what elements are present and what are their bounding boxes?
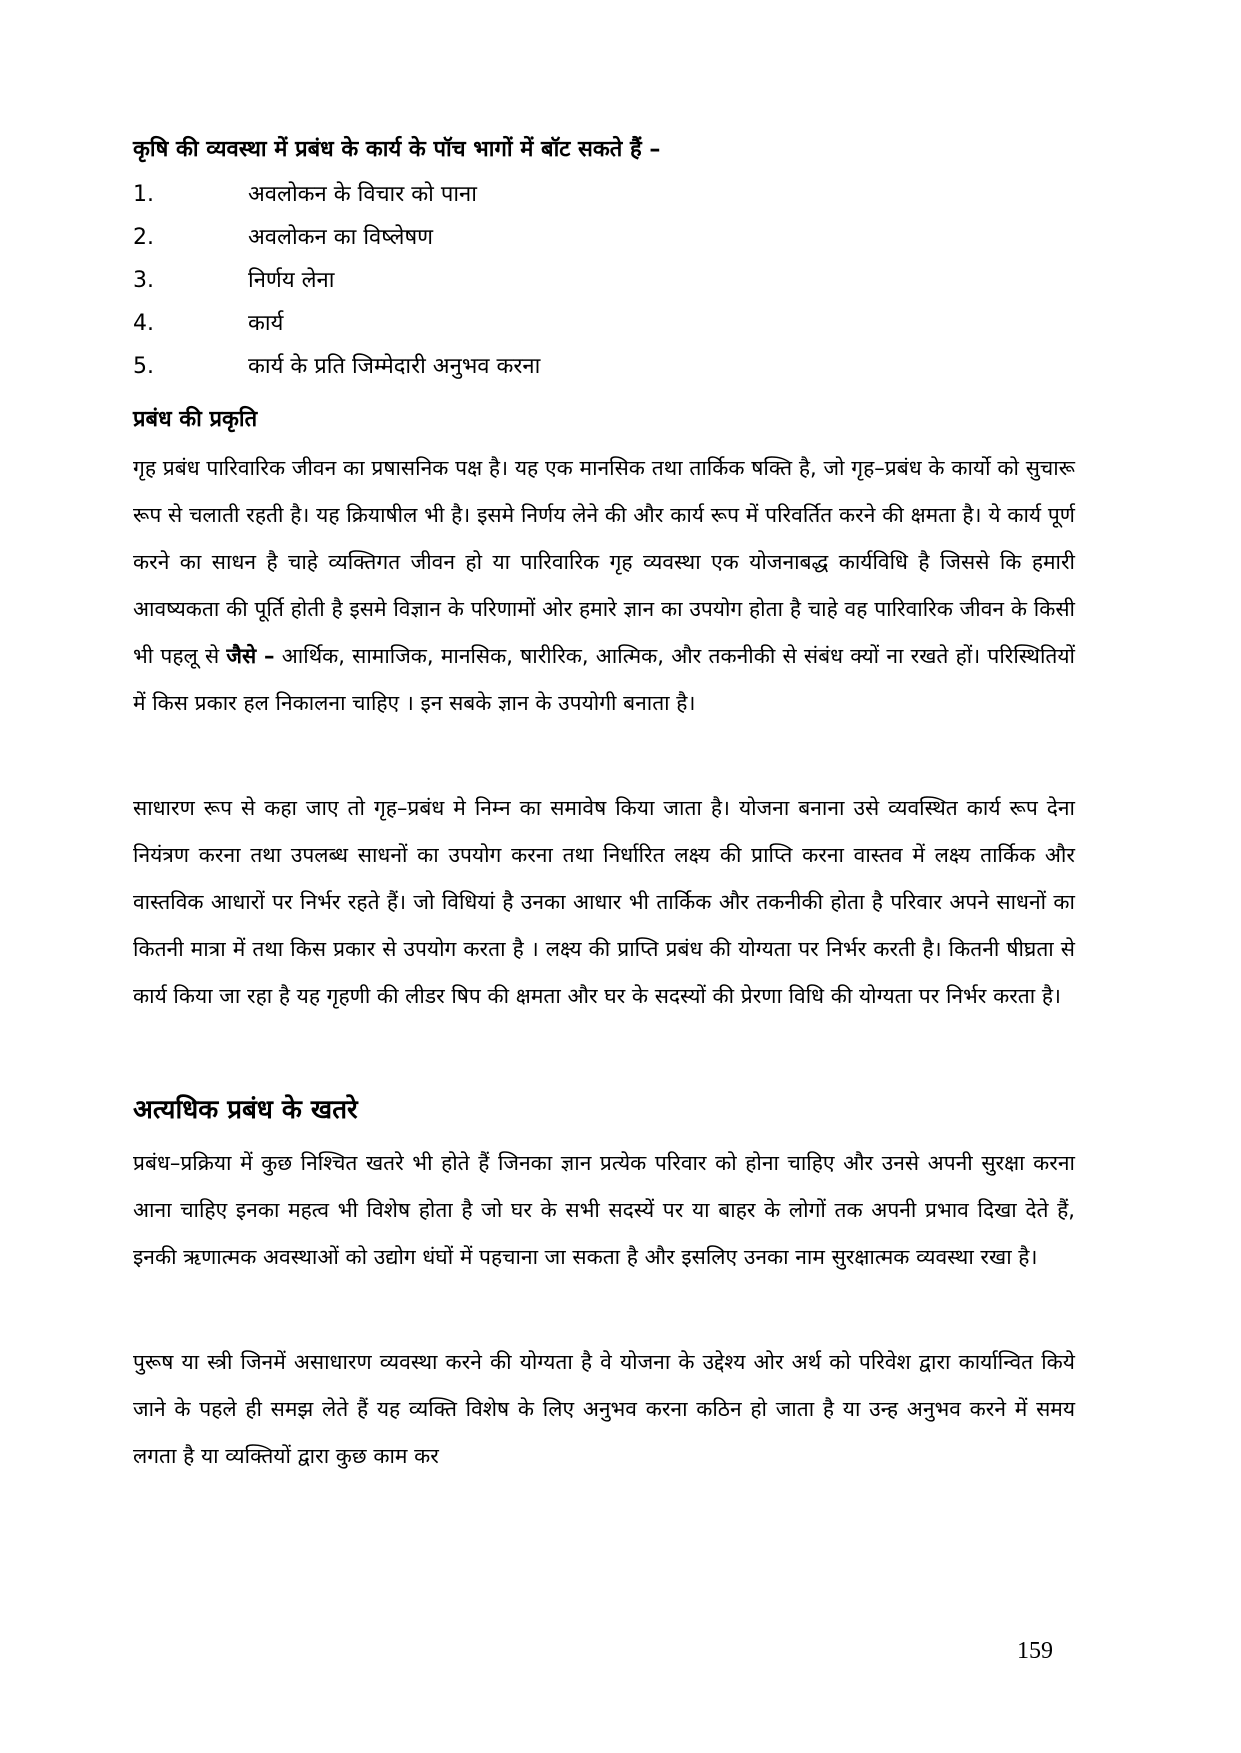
list-item-number: 3. <box>133 268 154 293</box>
paragraph: साधारण रूप से कहा जाए तो गृह–प्रबंध मे निम्न का समावेष किया जाता है। योजना बनाना उसे व्यवस्थित कार्य रूप देना नियंत्रण करना तथा उपलब्ध साधनों का उपयोग करना तथा निर्धारित लक्ष्य की प्राप्ति करना वास्तव में लक्ष्य तार्किक और वास्तविक आधारों पर निर्भर रहते हैं। जो विधियां है उनका आधार भी तार्किक और तकनीकी होता है परिवार अपने साधनों का कितनी मात्रा में तथा किस प्रकार से उपयोग करता है । लक्ष्य की प्राप्ति प्रबंध की योग्यता पर निर्भर करती है। कितनी षीघ्रता से कार्य किया जा रहा है यह गृहणी की लीडर षिप की क्षमता और घर के सदस्यों की प्रेरणा विधि की योग्यता पर निर्भर करता है। <box>133 796 1075 1008</box>
list-item-text: अवलोकन के विचार को पाना <box>248 182 477 207</box>
section-heading: अत्यधिक प्रबंध के खतरे <box>133 1095 358 1125</box>
list-item <box>133 264 334 294</box>
paragraph-text: आर्थिक, सामाजिक, मानसिक, षारीरिक, आत्मिक, और तकनीकी से संबंध क्यों ना रखते हों। परिस्थितियों में किस प्रकार हल निकालना चाहिए । इन सबके ज्ञान के उपयोगी बनाता है। <box>133 644 1075 715</box>
paragraph-text: गृह प्रबंध पारिवारिक जीवन का प्रषासनिक पक्ष है। यह एक मानसिक तथा तार्किक षक्ति है, जो गृह–प्रबंध के कार्यो को सुचारू रूप से चलाती रहती है। यह क्रियाषील भी है। इसमे निर्णय लेने की और कार्य रूप में परिवर्तित करने की क्षमता है। ये कार्य पूर्ण करने का साधन है चाहे व्यक्तिगत जीवन हो या पारिवारिक गृह व्यवस्था एक योजनाबद्ध कार्यविधि है जिससे कि हमारी आवष्यकता की पूर्ति होती है इसमे विज्ञान के परिणामों ओर हमारे ज्ञान का उपयोग होता है चाहे वह पारिवारिक जीवन के किसी भी पहलू से <box>133 456 1075 668</box>
list-item-number: 1. <box>133 182 154 207</box>
list-item <box>133 178 477 208</box>
page-number: 159 <box>1017 1638 1053 1664</box>
list-item-text: अवलोकन का विष्लेषण <box>248 225 434 250</box>
list-item-number: 2. <box>133 225 154 250</box>
list-item-text: कार्य <box>248 311 284 336</box>
list-item-number: 4. <box>133 311 154 336</box>
list-item-number: 5. <box>133 354 154 379</box>
emphasis-text: जैसे – <box>226 644 275 668</box>
list-item-text: निर्णय लेना <box>248 268 335 293</box>
list-item <box>133 350 540 380</box>
section-heading: प्रबंध की प्रकृति <box>133 407 258 432</box>
paragraph <box>133 445 1075 727</box>
intro-heading: कृषि की व्यवस्था में प्रबंध के कार्य के पॉच भागों में बॉट सकते हैं – <box>133 137 661 162</box>
list-item-text: कार्य के प्रति जिम्मेदारी अनुभव करना <box>248 354 541 379</box>
list-item <box>133 221 433 251</box>
paragraph: पुरूष या स्त्री जिनमें असाधारण व्यवस्था करने की योग्यता है वे योजना के उद्देश्य ओर अर्थ को परिवेश द्वारा कार्यान्वित किये जाने के पहले ही समझ लेते हैं यह व्यक्ति विशेष के लिए अनुभव करना कठिन हो जाता है या उन्ह अनुभव करने में समय लगता है या व्यक्तियों द्वारा कुछ काम कर <box>133 1350 1075 1468</box>
list-item <box>133 307 283 337</box>
paragraph: प्रबंध–प्रक्रिया में कुछ निश्चित खतरे भी होते हैं जिनका ज्ञान प्रत्येक परिवार को होना चाहिए और उनसे अपनी सुरक्षा करना आना चाहिए इनका महत्व भी विशेष होता है जो घर के सभी सदस्यें पर या बाहर के लोगों तक अपनी प्रभाव दिखा देते हैं, इनकी ऋणात्मक अवस्थाओं को उद्योग धंघों में पहचाना जा सकता है और इसलिए उनका नाम सुरक्षात्मक व्यवस्था रखा है। <box>133 1151 1075 1269</box>
